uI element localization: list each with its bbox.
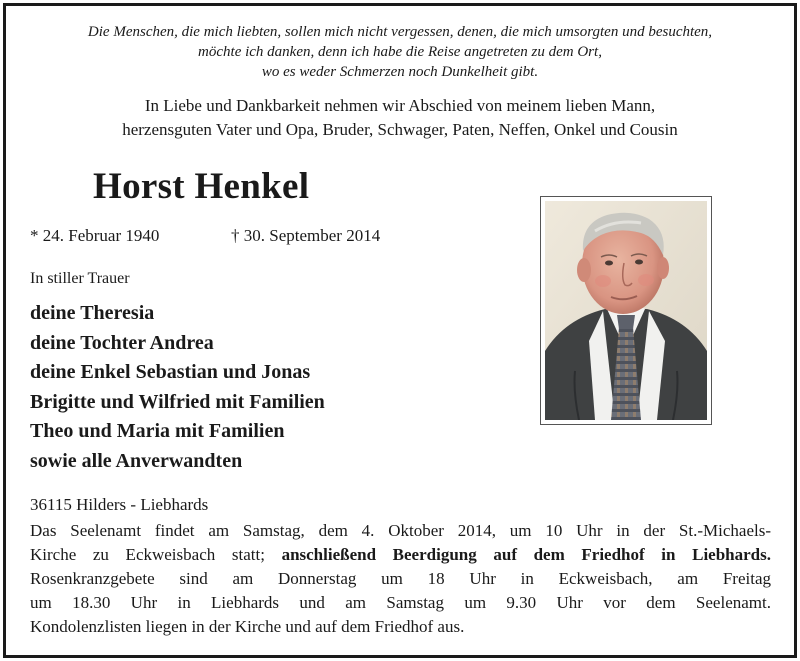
death-date: † 30. September 2014 [231,226,381,245]
poem-verse [0,22,800,82]
funeral-notice [30,519,771,639]
portrait-photo [540,196,712,425]
family-member: Brigitte und Wilfried mit Familien [30,390,325,413]
mourning-label: In stiller Trauer [30,270,130,287]
notice-line: um 18.30 Uhr in Liebhards und am Samstag um 9.30 Uhr vor dem Seelenamt. [30,593,771,612]
intro-text [0,94,800,142]
poem-line: Die Menschen, die mich liebten, sollen mich nicht vergessen, denen, die mich umsorgten und besuchten, [87,24,713,40]
portrait-image [545,201,707,420]
poem-line: möchte ich danken, denn ich habe die Reise angetreten zu dem Ort, [198,44,602,60]
birth-date: * 24. Februar 1940 [30,226,160,245]
burial-info: anschließend Beerdigung auf dem Friedhof in Liebhards. [281,545,771,564]
life-dates [30,225,381,247]
poem-line: wo es weder Schmerzen noch Dunkelheit gibt. [261,64,539,80]
notice-line: Rosenkranzgebete sind am Donnerstag um 18 Uhr in Eckweisbach, am Freitag [30,569,771,588]
notice-line: Kondolenzlisten liegen in der Kirche und auf dem Friedhof aus. [30,617,465,636]
notice-text: Kirche zu Eckweisbach statt; [30,545,282,564]
family-list [30,299,325,476]
family-member: Theo und Maria mit Familien [30,420,285,442]
family-member: deine Theresia [30,302,155,324]
notice-line [30,543,771,567]
notice-line: Das Seelenamt findet am Samstag, dem 4. Oktober 2014, um 10 Uhr in der St.-Michaels- [30,521,771,540]
deceased-name: Horst Henkel [93,166,310,207]
intro-line: In Liebe und Dankbarkeit nehmen wir Abschied von meinem lieben Mann, [144,96,656,115]
family-member: deine Tochter Andrea [30,331,214,354]
family-member: sowie alle Anverwandten [30,449,243,472]
family-member: deine Enkel Sebastian und Jonas [30,361,311,383]
intro-line: herzensguten Vater und Opa, Bruder, Schwager, Paten, Neffen, Onkel und Cousin [122,120,678,139]
place-line: 36115 Hilders - Liebhards [30,495,209,514]
